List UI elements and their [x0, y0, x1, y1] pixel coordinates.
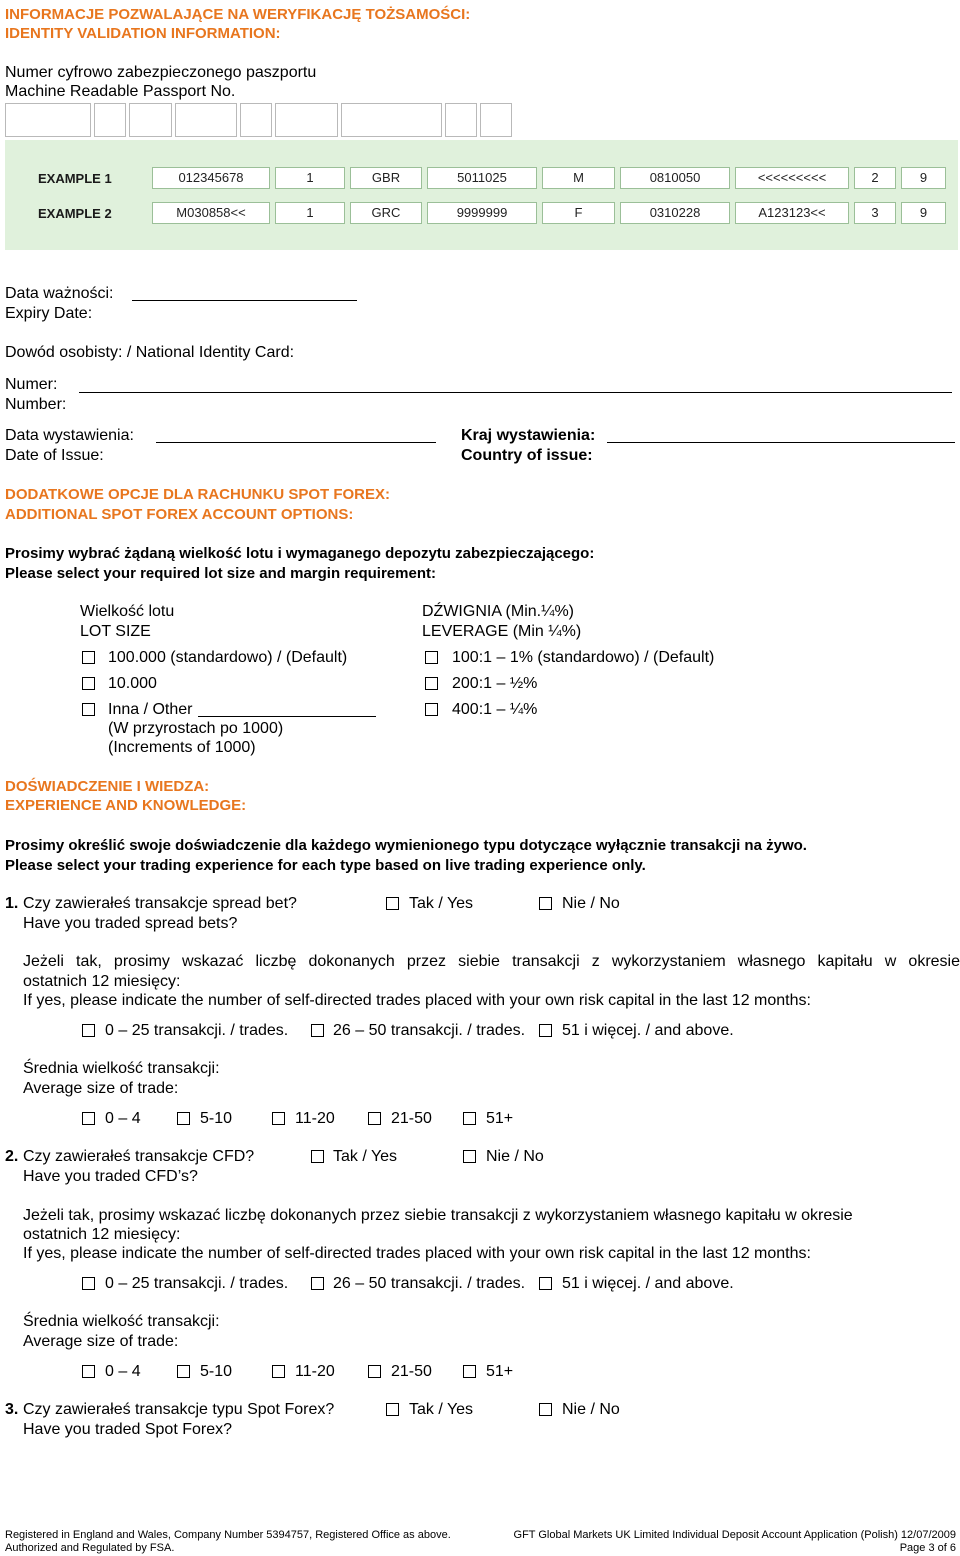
q1-avg-5-10-checkbox[interactable] — [177, 1112, 190, 1125]
leverage-100-checkbox[interactable] — [425, 651, 438, 664]
q3-no-checkbox[interactable] — [539, 1403, 552, 1416]
lot-size-header-en: LOT SIZE — [80, 623, 151, 640]
avg-size-option: 51+ — [486, 1110, 514, 1127]
lot-100000-checkbox[interactable] — [82, 651, 95, 664]
example-cell: F — [542, 202, 615, 224]
section-title-identity-pl: INFORMACJE POZWALAJĄCE NA WERYFIKACJĘ TOŻSAMOŚCI: — [5, 6, 471, 23]
issue-date-label-en: Date of Issue: — [5, 447, 104, 464]
q1-avg-21-50-checkbox[interactable] — [368, 1112, 381, 1125]
if-yes-text-pl: Jeżeli tak, prosimy wskazać liczbę dokonanych przez siebie transakcji z wykorzystaniem własnego kapitału w okresie — [23, 1207, 853, 1224]
country-label-pl: Kraj wystawienia: — [461, 427, 596, 444]
passport-digit-box[interactable] — [240, 103, 272, 137]
avg-size-label-pl: Średnia wielkość transakcji: — [23, 1313, 220, 1330]
passport-examples-panel — [5, 140, 958, 250]
leverage-option-label: 400:1 – ¼% — [452, 701, 538, 718]
avg-size-option: 21-50 — [391, 1363, 432, 1380]
section-title-identity-en: IDENTITY VALIDATION INFORMATION: — [5, 25, 281, 42]
q2-avg-21-50-checkbox[interactable] — [368, 1365, 381, 1378]
example-cell: 1 — [275, 167, 345, 189]
if-yes-text-en: If yes, please indicate the number of self-directed trades placed with your own risk capital in the last 12 months: — [23, 1245, 811, 1262]
trade-count-label: 0 – 25 transakcji. / trades. — [105, 1275, 289, 1292]
q1-trades-26-50-checkbox[interactable] — [311, 1024, 324, 1037]
if-yes-text-en: If yes, please indicate the number of self-directed trades placed with your own risk capital in the last 12 months: — [23, 992, 811, 1009]
question-cfd-en: Have you traded CFD’s? — [23, 1168, 198, 1185]
id-number-label-en: Number: — [5, 396, 67, 413]
q1-avg-0-4-checkbox[interactable] — [82, 1112, 95, 1125]
q2-trades-0-25-checkbox[interactable] — [82, 1277, 95, 1290]
yes-label: Tak / Yes — [409, 895, 474, 912]
avg-size-option: 51+ — [486, 1363, 514, 1380]
trade-count-label: 51 i więcej. / and above. — [562, 1022, 734, 1039]
question-spot-forex-en: Have you traded Spot Forex? — [23, 1421, 233, 1438]
example-cell: 3 — [854, 202, 896, 224]
passport-digit-box[interactable] — [341, 103, 442, 137]
options-instruction-pl: Prosimy wybrać żądaną wielkość lotu i wymaganego depozytu zabezpieczającego: — [5, 545, 595, 562]
leverage-200-checkbox[interactable] — [425, 677, 438, 690]
footer-registration: Registered in England and Wales, Company Number 5394757, Registered Office as above. — [5, 1529, 451, 1541]
passport-digit-box[interactable] — [175, 103, 237, 137]
example-cell: 1 — [275, 202, 345, 224]
issue-date-label-pl: Data wystawienia: — [5, 427, 134, 444]
no-label: Nie / No — [486, 1148, 544, 1165]
avg-size-option: 21-50 — [391, 1110, 432, 1127]
id-number-field[interactable] — [79, 392, 952, 393]
leverage-header-en: LEVERAGE (Min ¼%) — [422, 623, 582, 640]
if-yes-text-pl-line2: ostatnich 12 miesięcy: — [23, 1226, 181, 1243]
example-cell: M030858<< — [152, 202, 270, 224]
example-cell: 5011025 — [427, 167, 537, 189]
yes-label: Tak / Yes — [409, 1401, 474, 1418]
q2-no-checkbox[interactable] — [463, 1150, 476, 1163]
leverage-header-pl: DŹWIGNIA (Min.¼%) — [422, 603, 575, 620]
example-cell: A123123<< — [735, 202, 849, 224]
passport-digit-box[interactable] — [275, 103, 338, 137]
footer-regulation: Authorized and Regulated by FSA. — [5, 1542, 175, 1554]
passport-digit-box[interactable] — [129, 103, 172, 137]
q2-avg-5-10-checkbox[interactable] — [177, 1365, 190, 1378]
section-title-experience-pl: DOŚWIADCZENIE I WIEDZA: — [5, 778, 210, 795]
example-label: EXAMPLE 1 — [38, 171, 112, 186]
q1-avg-51-plus-checkbox[interactable] — [463, 1112, 476, 1125]
trade-count-label: 51 i więcej. / and above. — [562, 1275, 734, 1292]
trade-count-label: 26 – 50 transakcji. / trades. — [333, 1275, 526, 1292]
trade-count-label: 26 – 50 transakcji. / trades. — [333, 1022, 526, 1039]
q1-yes-checkbox[interactable] — [386, 897, 399, 910]
options-instruction-en: Please select your required lot size and margin requirement: — [5, 565, 436, 582]
lot-other-field[interactable] — [198, 716, 376, 717]
experience-instruction-en: Please select your trading experience for each type based on live trading experience only. — [5, 857, 646, 874]
passport-digit-box[interactable] — [445, 103, 477, 137]
avg-size-label-pl: Średnia wielkość transakcji: — [23, 1060, 220, 1077]
id-number-label-pl: Numer: — [5, 376, 58, 393]
q2-trades-26-50-checkbox[interactable] — [311, 1277, 324, 1290]
question-spread-bet-en: Have you traded spread bets? — [23, 915, 238, 932]
question-number: 2. — [5, 1148, 19, 1165]
passport-digit-box[interactable] — [94, 103, 126, 137]
no-label: Nie / No — [562, 895, 620, 912]
question-cfd-pl: Czy zawierałeś transakcje CFD? — [23, 1148, 255, 1165]
lot-other-checkbox[interactable] — [82, 703, 95, 716]
example-cell: 0310228 — [620, 202, 730, 224]
example-cell: GRC — [350, 202, 422, 224]
avg-size-label-en: Average size of trade: — [23, 1333, 179, 1350]
leverage-option-label: 200:1 – ½% — [452, 675, 538, 692]
expiry-label-pl: Data ważności: — [5, 285, 114, 302]
q1-trades-0-25-checkbox[interactable] — [82, 1024, 95, 1037]
q3-yes-checkbox[interactable] — [386, 1403, 399, 1416]
example-label: EXAMPLE 2 — [38, 206, 112, 221]
lot-10000-checkbox[interactable] — [82, 677, 95, 690]
leverage-400-checkbox[interactable] — [425, 703, 438, 716]
avg-size-option: 5-10 — [200, 1110, 233, 1127]
lot-option-label: 100.000 (standardowo) / (Default) — [108, 649, 348, 666]
experience-instruction-pl: Prosimy określić swoje doświadczenie dla każdego wymienionego typu dotyczące wyłącznie transakcji na żywo. — [5, 837, 807, 854]
trade-count-label: 0 – 25 transakcji. / trades. — [105, 1022, 289, 1039]
avg-size-option: 5-10 — [200, 1363, 233, 1380]
passport-digit-box[interactable] — [5, 103, 91, 137]
example-cell: 9999999 — [427, 202, 537, 224]
example-cell: 9 — [901, 167, 946, 189]
avg-size-label-en: Average size of trade: — [23, 1080, 179, 1097]
avg-size-option: 0 – 4 — [105, 1363, 141, 1380]
question-spread-bet-pl: Czy zawierałeś transakcje spread bet? — [23, 895, 297, 912]
question-number: 1. — [5, 895, 19, 912]
no-label: Nie / No — [562, 1401, 620, 1418]
q2-trades-51-plus-checkbox[interactable] — [539, 1277, 552, 1290]
example-cell: M — [542, 167, 615, 189]
yes-label: Tak / Yes — [333, 1148, 398, 1165]
lot-option-label: 10.000 — [108, 675, 157, 692]
section-title-options-en: ADDITIONAL SPOT FOREX ACCOUNT OPTIONS: — [5, 506, 354, 523]
q1-trades-51-plus-checkbox[interactable] — [539, 1024, 552, 1037]
country-field[interactable] — [607, 442, 955, 443]
avg-size-option: 0 – 4 — [105, 1110, 141, 1127]
example-cell: <<<<<<<<< — [735, 167, 849, 189]
example-cell: 2 — [854, 167, 896, 189]
example-cell: 012345678 — [152, 167, 270, 189]
q2-yes-checkbox[interactable] — [311, 1150, 324, 1163]
example-cell: 0810050 — [620, 167, 730, 189]
q1-no-checkbox[interactable] — [539, 897, 552, 910]
example-cell: GBR — [350, 167, 422, 189]
expiry-label-en: Expiry Date: — [5, 305, 93, 322]
q2-avg-51-plus-checkbox[interactable] — [463, 1365, 476, 1378]
country-label-en: Country of issue: — [461, 447, 593, 464]
lot-increments-note-en: (Increments of 1000) — [108, 739, 256, 756]
section-title-options-pl: DODATKOWE OPCJE DLA RACHUNKU SPOT FOREX: — [5, 486, 391, 503]
question-number: 3. — [5, 1401, 19, 1418]
lot-size-header-pl: Wielkość lotu — [80, 603, 175, 620]
expiry-date-field[interactable] — [132, 300, 357, 301]
q2-avg-11-20-checkbox[interactable] — [272, 1365, 285, 1378]
passport-label-en: Machine Readable Passport No. — [5, 83, 236, 100]
avg-size-option: 11-20 — [295, 1110, 335, 1127]
question-spot-forex-pl: Czy zawierałeś transakcje typu Spot Forex? — [23, 1401, 335, 1418]
passport-label-pl: Numer cyfrowo zabezpieczonego paszportu — [5, 64, 317, 81]
passport-digit-box[interactable] — [480, 103, 512, 137]
id-card-heading: Dowód osobisty: / National Identity Card: — [5, 344, 295, 361]
lot-option-label: Inna / Other — [108, 701, 193, 718]
example-cell: 9 — [901, 202, 946, 224]
if-yes-text-pl: Jeżeli tak, prosimy wskazać liczbę dokonanych przez siebie transakcji z wykorzystaniem własnego kapitału w okresie — [23, 953, 960, 970]
section-title-experience-en: EXPERIENCE AND KNOWLEDGE: — [5, 797, 247, 814]
if-yes-text-pl-line2: ostatnich 12 miesięcy: — [23, 973, 181, 990]
issue-date-field[interactable] — [156, 442, 436, 443]
q1-avg-11-20-checkbox[interactable] — [272, 1112, 285, 1125]
footer-document-title: GFT Global Markets UK Limited Individual Deposit Account Application (Polish) 12/07/2009 — [513, 1529, 956, 1541]
leverage-option-label: 100:1 – 1% (standardowo) / (Default) — [452, 649, 715, 666]
lot-increments-note-pl: (W przyrostach po 1000) — [108, 720, 284, 737]
footer-page-number: Page 3 of 6 — [899, 1542, 956, 1554]
avg-size-option: 11-20 — [295, 1363, 335, 1380]
q2-avg-0-4-checkbox[interactable] — [82, 1365, 95, 1378]
